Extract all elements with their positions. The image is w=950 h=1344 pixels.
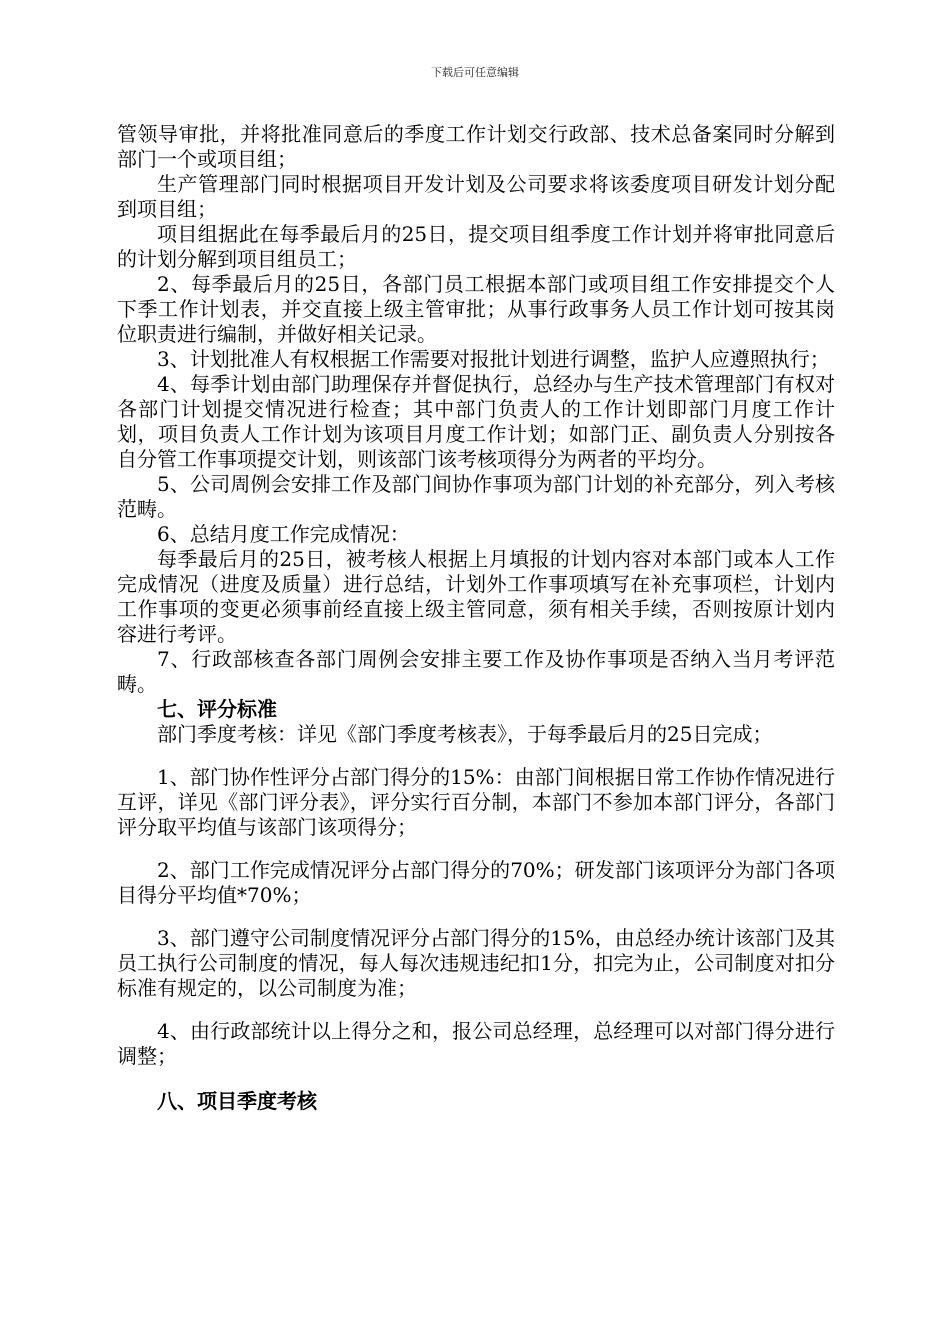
scoring-item-4: 4、由行政部统计以上得分之和，报公司总经理，总经理可以对部门得分进行调整； xyxy=(117,1019,835,1068)
paragraph-project-team-plan: 项目组据此在每季最后月的25日，提交项目组季度工作计划并将审批同意后的计划分解到项目组员工； xyxy=(117,222,835,271)
paragraph-item-2: 2、每季最后月的25日，各部门员工根据本部门或项目组工作安排提交个人下季工作计划表，并交直接上级主管审批；从事行政事务人员工作计划可按其岗位职责进行编制，并做好相关记录。 xyxy=(117,272,835,346)
scoring-item-2: 2、部门工作完成情况评分占部门得分的70%；研发部门该项评分为部门各项目得分平均值*70%； xyxy=(117,858,835,907)
paragraph-item-5: 5、公司周例会安排工作及部门间协作事项为部门计划的补充部分，列入考核范畴。 xyxy=(117,472,835,521)
document-body xyxy=(117,122,835,1114)
section-8-heading: 八、项目季度考核 xyxy=(157,1089,317,1113)
scoring-item-3: 3、部门遵守公司制度情况评分占部门得分的15%，由总经办统计该部门及其员工执行公司制度的情况，每人每次违规违纪扣1分，扣完为止，公司制度对扣分标准有规定的，以公司制度为准； xyxy=(117,926,835,1000)
section-7-intro: 部门季度考核：详见《部门季度考核表》，于每季最后月的25日完成； xyxy=(157,722,773,746)
paragraph-item-4: 4、每季计划由部门助理保存并督促执行，总经办与生产技术管理部门有权对各部门计划提交情况进行检查；其中部门负责人的工作计划即部门月度工作计划，项目负责人工作计划为该项目月度工作计划；如部门正、副负责人分别按各自分管工作事项提交计划，则该部门该考核项得分为两者的平均分。 xyxy=(117,372,835,471)
paragraph-item-6: 6、总结月度工作完成情况： xyxy=(157,522,410,546)
paragraph-production-plan: 生产管理部门同时根据项目开发计划及公司要求将该委度项目研发计划分配到项目组； xyxy=(117,172,835,221)
paragraph-item-7: 7、行政部核查各部门周例会安排主要工作及协作事项是否纳入当月考评范畴。 xyxy=(117,647,835,696)
paragraph-item-3: 3、计划批准人有权根据工作需要对报批计划进行调整，监护人应遵照执行； xyxy=(157,347,830,371)
page-header-note: 下载后可任意编辑 xyxy=(431,66,519,79)
paragraph-continuation: 管领导审批，并将批准同意后的季度工作计划交行政部、技术总备案同时分解到部门一个或项目组； xyxy=(117,122,835,171)
scoring-item-1: 1、部门协作性评分占部门得分的15%：由部门间根据日常工作协作情况进行互评，详见《部门评分表》，评分实行百分制，本部门不参加本部门评分，各部门评分取平均值与该部门该项得分； xyxy=(117,765,835,839)
paragraph-monthly-summary: 每季最后月的25日，被考核人根据上月填报的计划内容对本部门或本人工作完成情况（进度及质量）进行总结，计划外工作事项填写在补充事项栏，计划内工作事项的变更必须事前经直接上级主管同意，须有相关手续，否则按原计划内容进行考评。 xyxy=(117,547,835,646)
section-7-heading: 七、评分标准 xyxy=(157,697,277,721)
